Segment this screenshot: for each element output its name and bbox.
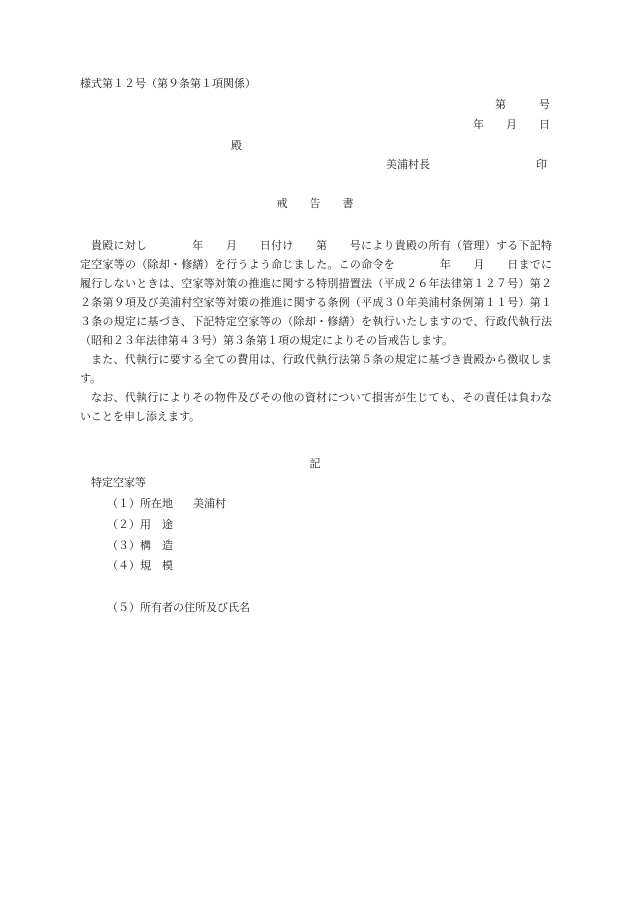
item-label: （５）所有者の住所及び氏名 xyxy=(107,601,250,614)
seal-mark: 印 xyxy=(536,158,547,171)
item-label: （４）規 模 xyxy=(107,559,173,572)
item-label: （１）所在地 xyxy=(107,497,173,510)
form-header: 様式第１２号（第９条第１項関係） xyxy=(80,77,256,90)
item-structure xyxy=(107,536,173,555)
property-heading: 特定空家等 xyxy=(91,476,146,489)
item-label: （２）用 途 xyxy=(107,518,173,531)
item-label: （３）構 造 xyxy=(107,539,173,552)
issuer-name: 美浦村長 xyxy=(386,158,430,171)
addressee-suffix: 殿 xyxy=(231,139,242,152)
body-paragraph-2: また、代執行に要する全ての費用は、行政代執行法第５条の規定に基づき貴殿から徴収します。 xyxy=(80,353,552,385)
document-number: 第 号 xyxy=(495,98,550,111)
ki-heading: 記 xyxy=(309,457,321,470)
date-line: 年 月 日 xyxy=(473,118,550,131)
item-use xyxy=(107,515,173,534)
item-location xyxy=(107,494,226,513)
body-paragraph-1: 貴殿に対し 年 月 日付け 第 号により貴殿の所有（管理）する下記特定空家等の（除却・修繕）を行うよう命じました。この命令を 年 月 日までに履行しないときは、空家等対策の推進に関する特別措置法（平成２６年法律第１２７号）第２２条第９項及び美浦村空家等対策の推進に関する条例（平成３０年美浦村条例第１１号）第１３条の規定に基づき、下記特定空家等の（除却・修繕）を執行いたしますので、行政代執行法（昭和２３年法律第４３号）第３条第１項の規定によりその旨戒告します。 xyxy=(80,239,552,347)
item-owner xyxy=(107,598,250,617)
body-paragraph-3: なお、代執行によりその物件及びその他の資材について損害が生じても、その責任は負わないことを申し添えます。 xyxy=(80,391,552,423)
document-title: 戒 告 書 xyxy=(276,197,354,210)
item-scale xyxy=(107,556,173,575)
item-value: 美浦村 xyxy=(193,497,226,510)
